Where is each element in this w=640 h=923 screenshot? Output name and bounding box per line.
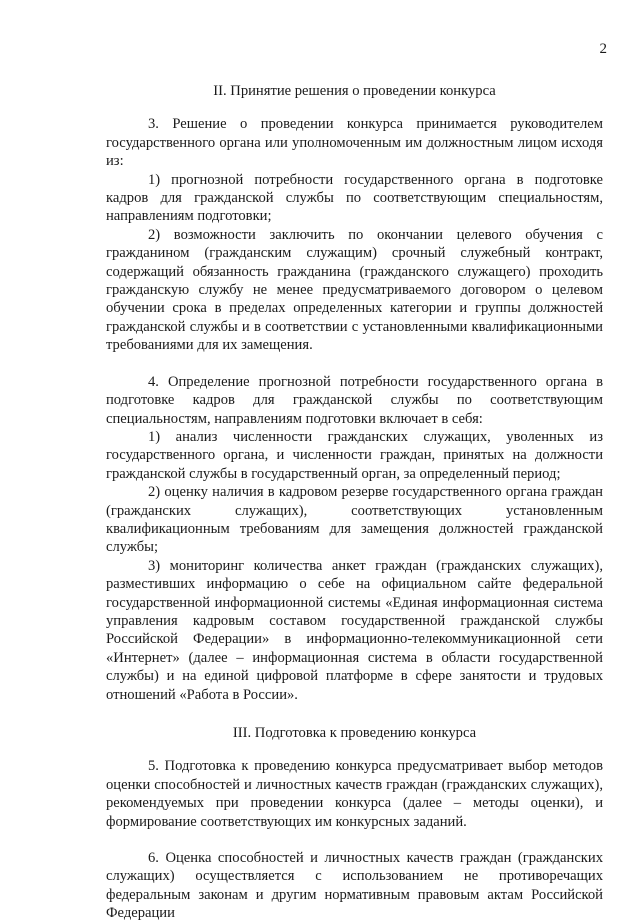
item-6: 6. Оценка способностей и личностных качеств граждан (гражданских служащих) осуществляется с использованием не противоречащих федеральным законам и другим нормативным правовым актам Российской Федерации	[106, 850, 603, 922]
page-number: 2	[599, 41, 607, 57]
item-4-sub-2: 2) оценку наличия в кадровом резерве государственного органа граждан (гражданских служащих), соответствующих установленным квалификационным требованиям для замещения должностей гражданской службы;	[106, 484, 603, 556]
item-4-sub-1: 1) анализ численности гражданских служащих, уволенных из государственного органа, и численности граждан, принятых на должности гражданской службы в государственный орган, за определенный период;	[106, 428, 603, 482]
paragraph-gap	[106, 355, 603, 373]
section-3-heading: III. Подготовка к проведению конкурса	[232, 725, 477, 741]
document-body	[106, 82, 603, 923]
item-4-sub-3: 3) мониторинг количества анкет граждан (гражданских служащих), разместивших информацию о себе на официальном сайте федеральной государственной информационной системы «Единая информационная система управления кадровым составом государственной гражданской службы Российской Федерации» в информационно-телекоммуникационной сети «Интернет» (далее – информационная система в области государственной службы) и на единой цифровой платформе в сфере занятости и трудовых отношений «Работа в России».	[106, 557, 603, 703]
section-2-heading: II. Принятие решения о проведении конкурса	[213, 83, 496, 99]
item-3-sub-1: 1) прогнозной потребности государственного органа в подготовке кадров для гражданской службы по соответствующим специальностям, направлениям подготовки;	[106, 171, 603, 225]
section-gap	[106, 704, 603, 724]
paragraph-gap	[106, 831, 603, 849]
item-4-intro: 4. Определение прогнозной потребности государственного органа в подготовке кадров для гражданской службы по соответствующим специальностям, направлениям подготовки включает в себя:	[106, 373, 603, 427]
item-3-intro: 3. Решение о проведении конкурса принимается руководителем государственного органа или уполномоченным им должностным лицом исходя из:	[106, 116, 603, 170]
item-3-sub-2: 2) возможности заключить по окончании целевого обучения с гражданином (гражданским служащим) срочный служебный контракт, содержащий обязанность гражданина (гражданского служащего) проходить гражданскую службу не менее предусматриваемого договором о целевом обучении срока в пределах определенных категории и группы должностей гражданской службы и в соответствии с установленными квалификационными требованиями для их замещения.	[106, 226, 603, 354]
item-5: 5. Подготовка к проведению конкурса предусматривает выбор методов оценки способностей и личностных качеств граждан (гражданских служащих), рекомендуемых при проведении конкурса (далее – методы оценки), и формирование соответствующих им конкурсных заданий.	[106, 758, 603, 830]
